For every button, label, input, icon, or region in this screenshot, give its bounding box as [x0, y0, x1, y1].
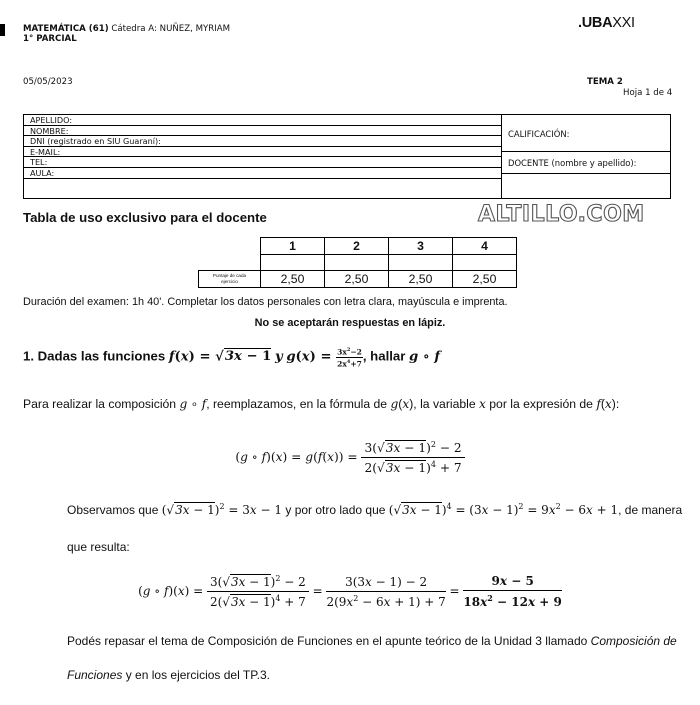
teacher-table-title: Tabla de uso exclusivo para el docente: [23, 210, 267, 225]
score-cell-4[interactable]: [453, 255, 517, 271]
score-table: [198, 237, 517, 288]
composition-explanation: Para realizar la composición g ∘ f, reemplazamos, en la fórmula de g(x), la variable x por la expresión de f(x):: [23, 397, 620, 411]
form-row-email[interactable]: E-MAIL:: [24, 147, 501, 158]
score-header-1: 1: [261, 238, 325, 255]
course-header: [23, 24, 230, 44]
form-row-nombre[interactable]: NOMBRE:: [24, 126, 501, 137]
score-value-3: 2,50: [389, 271, 453, 288]
score-cell-3[interactable]: [389, 255, 453, 271]
observation-text: Observamos que $(√3x - 1)^2 = 3x - 1$ y por otro lado que $(√3x - 1)^4 = (3x - 1)^2 = 9x^2 - 6x + 1$, de manera: [67, 502, 683, 517]
review-note: Podés repasar el tema de Composición de Funciones en el apunte teórico de la Unidad 3 llamado Composición de: [67, 634, 677, 648]
form-row-dni[interactable]: DNI (registrado en SIU Guaraní):: [24, 136, 501, 147]
parcial-label: 1° PARCIAL: [23, 34, 77, 44]
score-cell-2[interactable]: [325, 255, 389, 271]
student-data-form: [23, 114, 671, 199]
uba-xxi-logo: .UBAXXI: [578, 15, 635, 31]
exercise-1-statement: 1. Dadas las funciones f(x) = √3x − 1 y g(x) = $\frac{3x^2-2}{2x^4+7}$ , hallar g ∘ f: [23, 347, 440, 368]
calificacion-label: CALIFICACIÓN:: [508, 129, 570, 139]
composition-equation: (g ∘ f)(x) = g(f(x)) = $\frac{3(√3x - 1)^2 - 2}{2(√3x - 1)^4 + 7}$: [0, 440, 700, 475]
altillo-watermark: ALTILLO.COM: [478, 202, 645, 227]
tema-label: TEMA 2: [587, 77, 623, 87]
docente-label: DOCENTE (nombre y apellido):: [508, 158, 637, 168]
score-value-4: 2,50: [453, 271, 517, 288]
course-name: MATEMÁTICA (61): [23, 24, 109, 34]
hoja-label: Hoja 1 de 4: [623, 88, 673, 98]
form-right-divider-2: [502, 173, 671, 174]
catedra: Cátedra A: NUÑEZ, MYRIAM: [111, 24, 231, 34]
score-cell-1[interactable]: [261, 255, 325, 271]
score-value-2: 2,50: [325, 271, 389, 288]
exam-date: 05/05/2023: [23, 77, 73, 87]
no-pencil-notice: No se aceptarán respuestas en lápiz.: [254, 317, 446, 329]
score-header-2: 2: [325, 238, 389, 255]
que-resulta-text: que resulta:: [67, 540, 130, 554]
form-row-aula[interactable]: AULA:: [24, 168, 501, 179]
form-row-apellido[interactable]: APELLIDO:: [24, 115, 501, 126]
score-row-label: Puntaje de cada ejercicio: [199, 271, 261, 288]
form-divider: [501, 115, 502, 198]
score-value-1: 2,50: [261, 271, 325, 288]
duration-instructions: Duración del examen: 1h 40'. Completar los datos personales con letra clara, mayúscula e imprenta.: [23, 296, 508, 308]
form-row-blank: [24, 179, 501, 199]
score-header-3: 3: [389, 238, 453, 255]
review-note-2: Funciones y en los ejercicios del TP.3.: [67, 668, 271, 682]
page-marker: [0, 24, 5, 36]
form-row-tel[interactable]: TEL:: [24, 157, 501, 168]
result-equation: (g ∘ f)(x) = $\frac{3(√3x - 1)^2 - 2}{2(√3x - 1)^4 + 7}$ = $\frac{3(3x - 1) - 2}{2(9x^2 - 6x + 1) + 7}$ = $\frac{9x - 5}{18x^2 - 12x + 9}$: [138, 574, 562, 609]
form-right-divider: [502, 151, 671, 152]
score-header-4: 4: [453, 238, 517, 255]
